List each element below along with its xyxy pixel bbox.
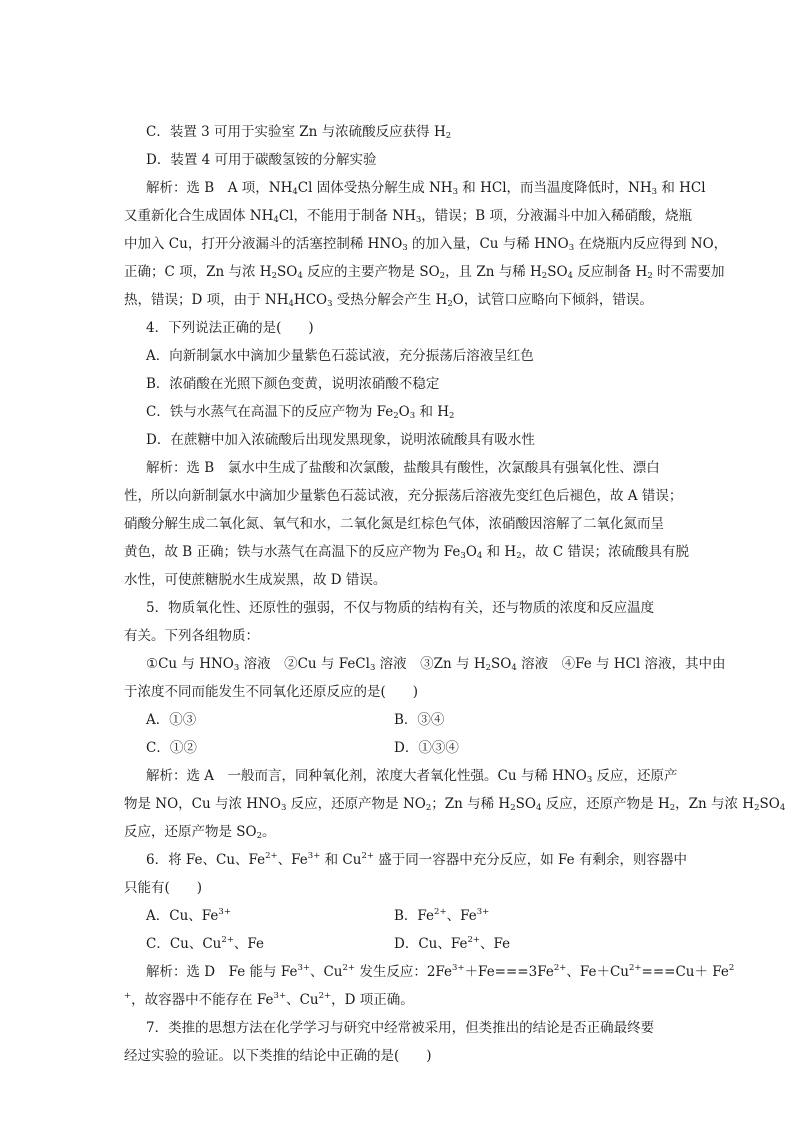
option-line: C．装置 3 可用于实验室 Zn 与浓硫酸反应获得 $H_2$ — [146, 124, 452, 141]
analysis-line: 解析：选 A 一般而言，同种氧化剂，浓度大者氧化性强。Cu 与稀 $HNO_3$ 反应，还原产 — [146, 768, 678, 785]
option-a: A．Cu、$Fe^{3+}$ — [146, 907, 231, 924]
analysis-line: 热，错误；D 项，由于 $NH_4HCO_3$ 受热分解会产生 $H_2O$，试管口应略向下倾斜，错误。 — [124, 292, 653, 309]
option-c: C．Cu、$Cu^{2+}$、Fe — [146, 935, 265, 952]
question-line: 有关。下列各组物质： — [124, 628, 259, 644]
analysis-line: 解析：选 B A 项，$NH_4Cl$ 固体受热分解生成 $NH_3$ 和 HCl，而当温度降低时，$NH_3$ 和 HCl — [146, 180, 706, 197]
analysis-line: 水性，可使蔗糖脱水生成炭黑，故 D 错误。 — [124, 572, 387, 588]
option-line: D．在蔗糖中加入浓硫酸后出现发黑现象，说明浓硫酸具有吸水性 — [146, 432, 535, 448]
option-c: C．①② — [146, 740, 197, 756]
option-d: D．①③④ — [394, 740, 459, 756]
option-row — [124, 930, 674, 958]
analysis-line: 正确；C 项，Zn 与浓 $H_2SO_4$ 反应的主要产物是 $SO_2$，且 Zn 与稀 $H_2SO_4$ 反应制备 $H_2$ 时不需要加 — [124, 264, 725, 281]
analysis-line: +，故容器中不能存在 $Fe^{3+}$、$Cu^{2+}$，D 项正确。 — [124, 991, 414, 1008]
question-line: 5．物质氧化性、还原性的强弱，不仅与物质的结构有关，还与物质的浓度和反应温度 — [146, 600, 655, 616]
question-line: 7．类推的思想方法在化学学习与研究中经常被采用，但类推出的结论是否正确最终要 — [146, 1020, 655, 1036]
analysis-line: 解析：选 B 氯水中生成了盐酸和次氯酸，盐酸具有酸性，次氯酸具有强氧化性、漂白 — [146, 460, 660, 476]
analysis-line: 物是 NO，Cu 与浓 $HNO_3$ 反应，还原产物是 $NO_2$；Zn 与稀 $H_2SO_4$ 反应，还原产物是 $H_2$，Zn 与浓 $H_2SO_4$ — [124, 796, 786, 813]
question-line: 经过实验的验证。以下类推的结论中正确的是( ) — [124, 1048, 432, 1064]
analysis-line: 硝酸分解生成二氧化氮、氧气和水，二氧化氮是红棕色气体，浓硝酸因溶解了二氧化氮而呈 — [124, 516, 664, 532]
option-row — [124, 902, 674, 930]
question-line: 于浓度不同而能发生不同氧化还原反应的是( ) — [124, 684, 419, 700]
option-line: A．向新制氯水中滴加少量紫色石蕊试液，充分振荡后溶液呈红色 — [146, 348, 534, 364]
option-b: B．$Fe^{2+}$、$Fe^{3+}$ — [394, 907, 490, 924]
analysis-line: 黄色，故 B 正确；铁与水蒸气在高温下的反应产物为 $Fe_3O_4$ 和 $H_2$，故 C 错误；浓硫酸具有脱 — [124, 544, 690, 561]
analysis-line: 解析：选 D Fe 能与 $Fe^{3+}$、$Cu^{2+}$ 发生反应：$2Fe^{3+}+Fe===3Fe^{2+}$、$Fe+Cu^{2+}===Cu+ Fe^2$ — [146, 963, 735, 980]
option-a: A．①③ — [146, 712, 197, 728]
analysis-line: 中加入 Cu，打开分液漏斗的活塞控制稀 $HNO_3$ 的加入量，Cu 与稀 $HNO_3$ 在烧瓶内反应得到 NO， — [124, 236, 728, 253]
option-row — [124, 734, 674, 762]
analysis-line: 反应，还原产物是 $SO_2$。 — [124, 824, 276, 841]
option-row — [124, 706, 674, 734]
question-line: 只能有( ) — [124, 880, 203, 896]
option-line: B．浓硝酸在光照下颜色变黄，说明浓硝酸不稳定 — [146, 376, 440, 392]
option-line: D．装置 4 可用于碳酸氢铵的分解实验 — [146, 152, 377, 168]
question-line: ①Cu 与 $HNO_3$ 溶液 ②Cu 与 FeCl$_3$ 溶液 ③Zn 与 $H_2SO_4$ 溶液 ④Fe 与 HCl 溶液，其中由 — [146, 656, 726, 673]
option-b: B．③④ — [394, 712, 445, 728]
option-line: C．铁与水蒸气在高温下的反应产物为 $Fe_2O_3$ 和 $H_2$ — [146, 404, 455, 421]
analysis-line: 性，所以向新制氯水中滴加少量紫色石蕊试液，充分振荡后溶液先变红色后褪色，故 A 错误； — [124, 488, 683, 504]
analysis-line: 又重新化合生成固体 $NH_4Cl$，不能用于制备 $NH_3$，错误；B 项，分液漏斗中加入稀硝酸，烧瓶 — [124, 208, 692, 225]
option-d: D．Cu、$Fe^{2+}$、Fe — [394, 935, 511, 952]
document-body — [124, 118, 786, 1070]
question-line: 6．将 Fe、Cu、$Fe^{2+}$、$Fe^{3+}$ 和 $Cu^{2+}$ 盛于同一容器中充分反应，如 Fe 有剩余，则容器中 — [146, 851, 687, 868]
question-line: 4．下列说法正确的是( ) — [146, 320, 314, 336]
